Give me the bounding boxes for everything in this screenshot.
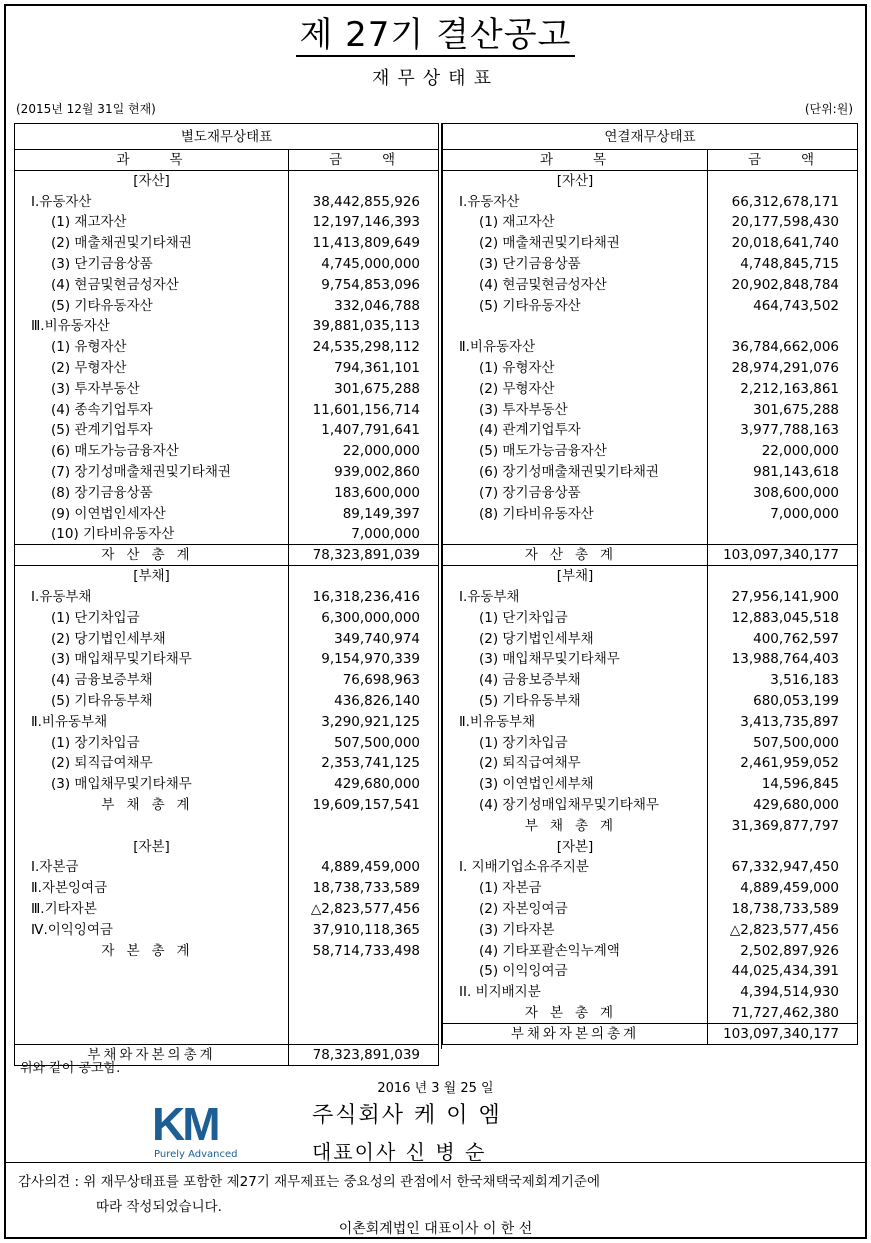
item-label: 부채와자본의총계 xyxy=(443,1023,708,1044)
consolidated-row xyxy=(443,857,858,878)
item-amount xyxy=(708,524,858,545)
separate-row xyxy=(15,274,439,295)
separate-row xyxy=(15,441,439,462)
consolidated-row xyxy=(443,836,858,857)
separate-row xyxy=(15,691,439,712)
separate-row xyxy=(15,795,439,816)
separate-row xyxy=(15,545,439,566)
financial-tables xyxy=(14,123,857,1063)
item-amount: 436,826,140 xyxy=(289,691,439,712)
separate-row xyxy=(15,566,439,587)
item-amount: 12,197,146,393 xyxy=(289,212,439,233)
item-amount: 981,143,618 xyxy=(708,462,858,483)
separate-row xyxy=(15,587,439,608)
item-label: (2) 무형자산 xyxy=(479,380,555,397)
consolidated-row xyxy=(443,171,858,192)
audit-opinion-line2: 따라 작성되었습니다. xyxy=(96,1199,222,1215)
item-label: (4) 금융보증부채 xyxy=(479,672,581,689)
item-label: (9) 이연법인세자산 xyxy=(51,505,166,522)
consolidated-row xyxy=(443,337,858,358)
item-label: [자본] xyxy=(556,838,594,855)
item-amount xyxy=(289,1023,439,1044)
item-amount: 794,361,101 xyxy=(289,358,439,379)
consolidated-row xyxy=(443,919,858,940)
item-amount: 349,740,974 xyxy=(289,628,439,649)
consolidated-row xyxy=(443,982,858,1003)
item-amount: 78,323,891,039 xyxy=(289,545,439,566)
unit-label: (단위:원) xyxy=(804,102,853,116)
notice-text: 위와 같이 공고함. xyxy=(20,1061,121,1076)
km-logo-icon xyxy=(150,1100,240,1145)
consolidated-row xyxy=(443,295,858,316)
consolidated-row xyxy=(443,378,858,399)
item-amount: 11,413,809,649 xyxy=(289,233,439,254)
separate-row xyxy=(15,670,439,691)
item-amount: 301,675,288 xyxy=(708,399,858,420)
consolidated-row xyxy=(443,753,858,774)
item-amount: 78,323,891,039 xyxy=(289,1044,439,1065)
item-amount: 20,902,848,784 xyxy=(708,274,858,295)
item-label: (4) 금융보증부채 xyxy=(51,672,153,689)
separate-row xyxy=(15,191,439,212)
page-subtitle: 재무상태표 xyxy=(372,68,499,89)
item-label: Ⅳ.이익잉여금 xyxy=(31,921,113,938)
item-amount: 464,743,502 xyxy=(708,295,858,316)
item-label: (3) 매입채무및기타채무 xyxy=(51,776,192,793)
item-amount: 3,290,921,125 xyxy=(289,711,439,732)
item-label: [부채] xyxy=(443,566,708,587)
consolidated-row xyxy=(443,795,858,816)
item-amount: 2,461,959,052 xyxy=(708,753,858,774)
item-label xyxy=(15,961,289,982)
item-label: (5) 관계기업투자 xyxy=(51,422,153,439)
item-amount xyxy=(289,961,439,982)
item-label: Ⅰ.자본금 xyxy=(31,859,79,876)
item-amount: 3,977,788,163 xyxy=(708,420,858,441)
consolidated-row xyxy=(443,441,858,462)
audit-opinion-line1: 감사의견 : 위 재무상태표를 포함한 제27기 재무제표는 중요성의 관점에서 한국채택국제회계기준에 xyxy=(18,1174,600,1190)
separate-row xyxy=(15,233,439,254)
separate-row xyxy=(15,857,439,878)
item-amount xyxy=(289,836,439,857)
item-amount: 24,535,298,112 xyxy=(289,337,439,358)
item-amount: 9,754,853,096 xyxy=(289,274,439,295)
item-amount: 429,680,000 xyxy=(708,795,858,816)
consolidated-row xyxy=(443,524,858,545)
separate-row xyxy=(15,607,439,628)
item-amount xyxy=(708,836,858,857)
item-amount: 39,881,035,113 xyxy=(289,316,439,337)
item-amount: 19,609,157,541 xyxy=(289,795,439,816)
item-label: (7) 장기성매출채권및기타채권 xyxy=(51,464,231,481)
separate-row xyxy=(15,919,439,940)
item-amount: 12,883,045,518 xyxy=(708,607,858,628)
consolidated-row xyxy=(443,274,858,295)
consolidated-row xyxy=(443,940,858,961)
item-amount: 680,053,199 xyxy=(708,691,858,712)
consolidated-row xyxy=(443,899,858,920)
item-label: Ⅱ.비유동부채 xyxy=(459,713,536,730)
separate-row xyxy=(15,940,439,961)
item-label: (1) 자본금 xyxy=(479,880,542,897)
separate-col-item: 과목 xyxy=(15,150,289,171)
consolidated-row xyxy=(443,1023,858,1044)
item-amount: 89,149,397 xyxy=(289,503,439,524)
item-label: 부채총계 xyxy=(101,797,202,813)
item-label: (5) 이익잉여금 xyxy=(479,963,568,980)
item-amount: 2,502,897,926 xyxy=(708,940,858,961)
item-label: (2) 퇴직급여채무 xyxy=(479,755,581,772)
item-amount: 1,407,791,641 xyxy=(289,420,439,441)
separate-row xyxy=(15,316,439,337)
item-amount: 36,784,662,006 xyxy=(708,337,858,358)
consolidated-row xyxy=(443,316,858,337)
consolidated-table-title: 연결재무상태표 xyxy=(443,124,858,150)
separate-row xyxy=(15,961,439,982)
item-label: (3) 단기금융상품 xyxy=(479,256,581,273)
footer-divider xyxy=(4,1162,867,1163)
item-amount: 2,353,741,125 xyxy=(289,753,439,774)
item-label: (1) 단기차입금 xyxy=(479,609,568,626)
consolidated-row xyxy=(443,961,858,982)
auditor-name: 이촌회계법인 대표이사 이 한 선 xyxy=(338,1221,533,1237)
item-amount: 103,097,340,177 xyxy=(708,1023,858,1044)
item-label: 부채와자본의총계 xyxy=(15,1044,289,1065)
item-label: (8) 장기금융상품 xyxy=(51,484,153,501)
separate-statement-table xyxy=(14,123,439,1066)
consolidated-row xyxy=(443,482,858,503)
consolidated-col-amount: 금액 xyxy=(708,150,858,171)
consolidated-statement-table xyxy=(442,123,858,1045)
item-amount: 20,018,641,740 xyxy=(708,233,858,254)
item-label: (3) 단기금융상품 xyxy=(51,256,153,273)
separate-row xyxy=(15,628,439,649)
consolidated-row xyxy=(443,191,858,212)
separate-row xyxy=(15,649,439,670)
item-label: 자산총계 xyxy=(443,545,708,566)
consolidated-row xyxy=(443,670,858,691)
item-amount xyxy=(289,171,439,192)
separate-row xyxy=(15,899,439,920)
item-amount: 4,748,845,715 xyxy=(708,254,858,275)
item-label: (3) 이연법인세부채 xyxy=(479,776,594,793)
item-label: (3) 매입채무및기타채무 xyxy=(479,651,620,668)
separate-row xyxy=(15,524,439,545)
separate-row xyxy=(15,982,439,1003)
separate-row xyxy=(15,337,439,358)
separate-row xyxy=(15,358,439,379)
consolidated-row xyxy=(443,815,858,836)
item-amount: 38,442,855,926 xyxy=(289,191,439,212)
svg-text:KM: KM xyxy=(152,1100,218,1145)
item-amount xyxy=(708,316,858,337)
consolidated-row xyxy=(443,420,858,441)
item-label: Ⅰ.유동자산 xyxy=(31,193,92,210)
separate-row xyxy=(15,774,439,795)
consolidated-row xyxy=(443,254,858,275)
item-amount: 31,369,877,797 xyxy=(708,815,858,836)
consolidated-row xyxy=(443,878,858,899)
separate-row xyxy=(15,254,439,275)
separate-row xyxy=(15,399,439,420)
item-amount: 103,097,340,177 xyxy=(708,545,858,566)
consolidated-row xyxy=(443,503,858,524)
item-label: (4) 기타포괄손익누계액 xyxy=(479,942,620,959)
item-amount: 71,727,462,380 xyxy=(708,1003,858,1024)
item-label: II. 비지배지분 xyxy=(459,984,541,1001)
consolidated-row xyxy=(443,545,858,566)
consolidated-row xyxy=(443,774,858,795)
consolidated-row xyxy=(443,399,858,420)
item-label: (1) 장기차입금 xyxy=(51,734,140,751)
consolidated-row xyxy=(443,212,858,233)
consolidated-row xyxy=(443,691,858,712)
item-amount: 4,745,000,000 xyxy=(289,254,439,275)
consolidated-row xyxy=(443,649,858,670)
item-label: (2) 무형자산 xyxy=(51,360,127,377)
item-label: (5) 기타유동부채 xyxy=(51,693,153,710)
separate-col-amount: 금액 xyxy=(289,150,439,171)
item-label: [자산] xyxy=(133,173,170,190)
item-label: Ⅱ.자본잉여금 xyxy=(31,880,108,897)
item-label: [자본] xyxy=(133,838,170,855)
item-amount: 332,046,788 xyxy=(289,295,439,316)
item-label: (6) 장기성매출채권및기타채권 xyxy=(479,464,659,481)
separate-row xyxy=(15,482,439,503)
item-amount: 18,738,733,589 xyxy=(289,878,439,899)
item-label: (2) 퇴직급여채무 xyxy=(51,755,153,772)
separate-row xyxy=(15,212,439,233)
item-label: (3) 투자부동산 xyxy=(51,380,140,397)
item-label: (4) 현금및현금성자산 xyxy=(479,276,607,293)
item-label: (1) 재고자산 xyxy=(51,214,127,231)
item-label: Ⅰ.유동부채 xyxy=(459,589,520,606)
date-label: (2015년 12월 31일 현재) xyxy=(16,102,156,116)
item-label: (2) 당기법인세부채 xyxy=(479,630,594,647)
item-label: (1) 장기차입금 xyxy=(479,734,568,751)
separate-row xyxy=(15,295,439,316)
item-label: (1) 단기차입금 xyxy=(51,609,140,626)
item-amount: 301,675,288 xyxy=(289,378,439,399)
item-amount: 67,332,947,450 xyxy=(708,857,858,878)
consolidated-row xyxy=(443,233,858,254)
page-title: 제 27기 결산공고 xyxy=(0,14,871,56)
item-amount: 27,956,141,900 xyxy=(708,587,858,608)
company-logo xyxy=(150,1100,240,1160)
item-label: Ⅲ.비유동자산 xyxy=(31,318,110,335)
separate-row xyxy=(15,878,439,899)
item-label: (2) 매출채권및기타채권 xyxy=(51,235,192,252)
item-label: (4) 관계기업투자 xyxy=(479,422,581,439)
item-amount: 3,516,183 xyxy=(708,670,858,691)
item-amount: 4,394,514,930 xyxy=(708,982,858,1003)
item-label: (1) 유형자산 xyxy=(479,360,555,377)
item-amount: 308,600,000 xyxy=(708,482,858,503)
item-label xyxy=(443,524,708,545)
item-amount: 4,889,459,000 xyxy=(708,878,858,899)
consolidated-row xyxy=(443,732,858,753)
separate-table-title: 별도재무상태표 xyxy=(15,124,439,150)
item-label: (10) 기타비유동자산 xyxy=(51,526,175,543)
item-label: (6) 매도가능금융자산 xyxy=(51,443,179,460)
item-label: 자본총계 xyxy=(101,942,202,959)
item-amount: 7,000,000 xyxy=(708,503,858,524)
separate-row xyxy=(15,1023,439,1044)
item-amount: 22,000,000 xyxy=(708,441,858,462)
item-label: (2) 당기법인세부채 xyxy=(51,630,166,647)
item-label: 자본총계 xyxy=(524,1004,626,1021)
item-amount: 400,762,597 xyxy=(708,628,858,649)
separate-row xyxy=(15,732,439,753)
item-label: (2) 매출채권및기타채권 xyxy=(479,235,620,252)
item-amount: △2,823,577,456 xyxy=(289,899,439,920)
consolidated-row xyxy=(443,628,858,649)
item-amount: 18,738,733,589 xyxy=(708,899,858,920)
item-amount: 9,154,970,339 xyxy=(289,649,439,670)
publish-date: 2016 년 3 월 25 일 xyxy=(377,1081,494,1096)
item-label: Ⅰ.유동부채 xyxy=(31,589,92,606)
separate-row xyxy=(15,462,439,483)
item-label: Ⅱ.비유동부채 xyxy=(31,713,108,730)
separate-row xyxy=(15,420,439,441)
separate-row xyxy=(15,171,439,192)
consolidated-row xyxy=(443,566,858,587)
consolidated-row xyxy=(443,587,858,608)
item-amount xyxy=(289,1003,439,1024)
consolidated-row xyxy=(443,607,858,628)
item-amount xyxy=(289,815,439,836)
item-amount: 2,212,163,861 xyxy=(708,378,858,399)
consolidated-row xyxy=(443,462,858,483)
item-label: Ⅰ.유동자산 xyxy=(459,193,520,210)
item-amount: 20,177,598,430 xyxy=(708,212,858,233)
item-amount: 6,300,000,000 xyxy=(289,607,439,628)
item-label xyxy=(15,1003,289,1024)
item-label: [자산] xyxy=(556,173,594,190)
item-label: 부채총계 xyxy=(524,817,626,834)
item-amount: 11,601,156,714 xyxy=(289,399,439,420)
item-amount: 3,413,735,897 xyxy=(708,711,858,732)
item-amount: 507,500,000 xyxy=(708,732,858,753)
item-amount xyxy=(708,171,858,192)
consolidated-row xyxy=(443,358,858,379)
item-label: (1) 유형자산 xyxy=(51,339,127,356)
item-amount: 13,988,764,403 xyxy=(708,649,858,670)
item-label: I. 지배기업소유주지분 xyxy=(459,859,589,876)
item-label: (5) 기타유동자산 xyxy=(479,297,581,314)
item-label xyxy=(15,982,289,1003)
item-label: (3) 매입채무및기타채무 xyxy=(51,651,192,668)
item-amount: 37,910,118,365 xyxy=(289,919,439,940)
item-label: (8) 기타비유동자산 xyxy=(479,505,594,522)
item-label: (1) 재고자산 xyxy=(479,214,555,231)
item-amount: 4,889,459,000 xyxy=(289,857,439,878)
item-label: (5) 기타유동자산 xyxy=(51,297,153,314)
item-amount: 939,002,860 xyxy=(289,462,439,483)
item-label: Ⅲ.기타자본 xyxy=(31,900,97,917)
separate-row xyxy=(15,753,439,774)
item-amount: 507,500,000 xyxy=(289,732,439,753)
consolidated-col-item: 과목 xyxy=(443,150,708,171)
item-label xyxy=(443,316,708,337)
item-label: (4) 장기성매입채무및기타채무 xyxy=(479,797,659,813)
item-amount: 22,000,000 xyxy=(289,441,439,462)
item-amount: 44,025,434,391 xyxy=(708,961,858,982)
separate-row xyxy=(15,711,439,732)
item-label: (7) 장기금융상품 xyxy=(479,484,581,501)
consolidated-row xyxy=(443,1003,858,1024)
item-amount xyxy=(289,982,439,1003)
separate-row xyxy=(15,815,439,836)
item-label: Ⅱ.비유동자산 xyxy=(459,339,536,356)
item-label: (5) 매도가능금융자산 xyxy=(479,443,607,460)
separate-row xyxy=(15,1003,439,1024)
item-amount: 16,318,236,416 xyxy=(289,587,439,608)
item-amount xyxy=(708,566,858,587)
consolidated-row xyxy=(443,711,858,732)
item-label: (3) 기타자본 xyxy=(479,921,555,938)
item-label xyxy=(15,1023,289,1044)
item-label: (4) 종속기업투자 xyxy=(51,401,153,418)
separate-row xyxy=(15,503,439,524)
item-amount xyxy=(289,566,439,587)
item-amount: 58,714,733,498 xyxy=(289,940,439,961)
item-amount: △2,823,577,456 xyxy=(708,919,858,940)
logo-tagline: Purely Advanced xyxy=(154,1149,238,1160)
item-label: (5) 기타유동부채 xyxy=(479,693,581,710)
separate-row xyxy=(15,378,439,399)
item-label: 자산총계 xyxy=(15,545,289,566)
item-amount: 28,974,291,076 xyxy=(708,358,858,379)
item-label xyxy=(15,815,289,836)
item-label: (2) 자본잉여금 xyxy=(479,900,568,917)
item-amount: 7,000,000 xyxy=(289,524,439,545)
item-label: [부채] xyxy=(15,566,289,587)
item-amount: 429,680,000 xyxy=(289,774,439,795)
separate-row xyxy=(15,836,439,857)
item-amount: 66,312,678,171 xyxy=(708,191,858,212)
item-amount: 14,596,845 xyxy=(708,774,858,795)
item-amount: 76,698,963 xyxy=(289,670,439,691)
item-label: (4) 현금및현금성자산 xyxy=(51,276,179,293)
item-label: (3) 투자부동산 xyxy=(479,401,568,418)
item-amount: 183,600,000 xyxy=(289,482,439,503)
company-name: 주식회사 케 이 엠 xyxy=(312,1103,502,1128)
ceo-name: 대표이사 신 병 순 xyxy=(312,1140,487,1164)
